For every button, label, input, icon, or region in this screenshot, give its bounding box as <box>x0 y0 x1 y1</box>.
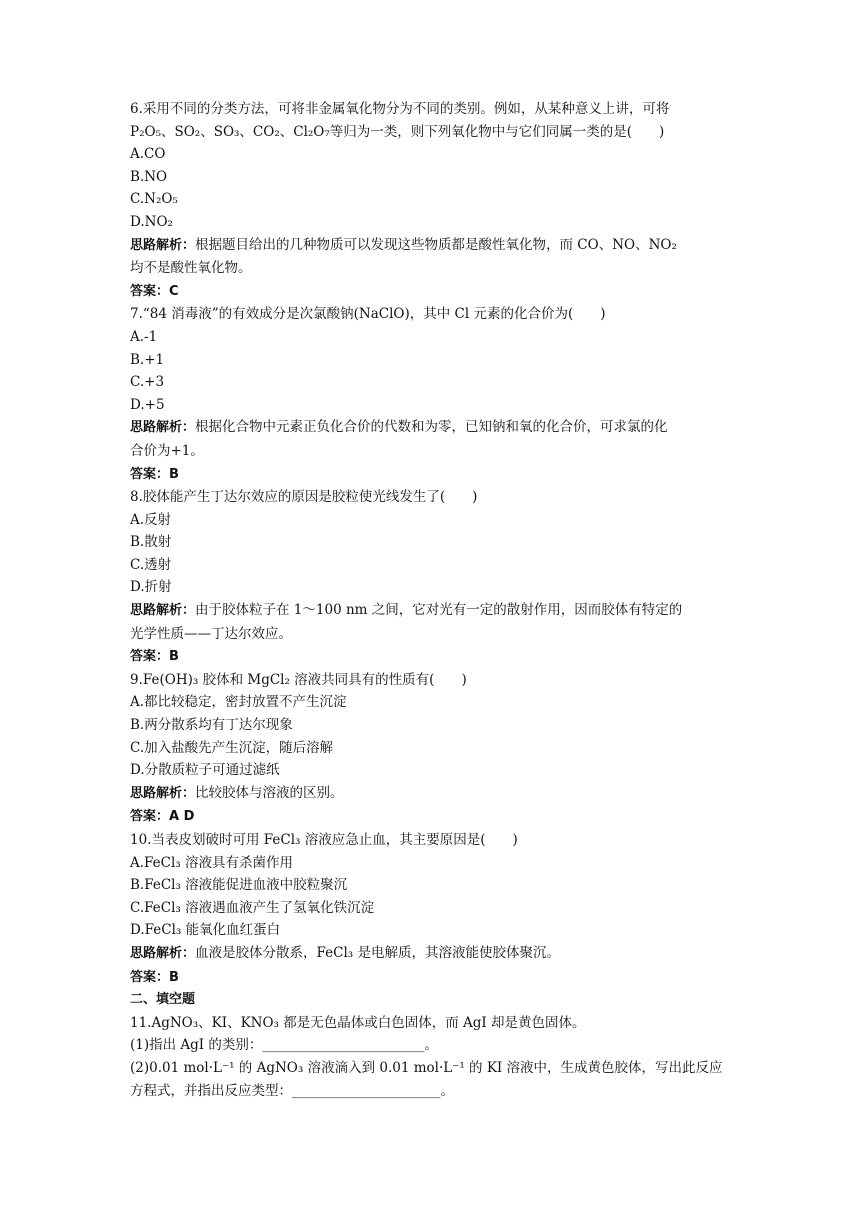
q11-stem-line1: 11.AgNO₃、KI、KNO₃ 都是无色晶体或白色固体，而 AgI 却是黄色固体。 <box>130 1014 586 1031</box>
q10-option-a: A.FeCl₃ 溶液具有杀菌作用 <box>130 854 294 871</box>
q9-option-d: D.分散质粒子可通过滤纸 <box>130 762 280 779</box>
q7-answer-label: 答案： <box>130 466 170 482</box>
q8-answer-value: B <box>169 649 179 665</box>
q8-option-a: A.反射 <box>130 511 172 528</box>
q7-option-b: B.+1 <box>130 351 165 368</box>
q7-option-d: D.+5 <box>130 396 165 413</box>
q9-answer-label: 答案： <box>130 809 170 825</box>
q8-analysis-line1 <box>130 599 735 623</box>
q7-analysis-line2: 合价为+1。 <box>130 442 204 459</box>
q6-analysis-line2: 均不是酸性氧化物。 <box>130 260 252 277</box>
q10-option-b: B.FeCl₃ 溶液能促进血液中胶粒聚沉 <box>130 877 348 894</box>
q9-answer-value: A D <box>169 809 195 825</box>
q8-analysis-text: 由于胶体粒子在 1～100 nm 之间，它对光有一定的散射作用，因而胶体有特定的 <box>195 602 683 619</box>
q10-answer <box>130 966 735 990</box>
q6-answer <box>130 280 735 304</box>
document-page <box>130 98 735 1102</box>
q6-analysis-line1 <box>130 234 735 258</box>
q6-option-b: B.NO <box>130 168 168 185</box>
q7-analysis-line1 <box>130 416 735 440</box>
q9-analysis-label: 思路解析： <box>130 785 196 801</box>
q10-answer-value: B <box>169 969 179 985</box>
q6-answer-label: 答案： <box>130 283 170 299</box>
q6-stem-line1: 6.采用不同的分类方法，可将非金属氧化物分为不同的类别。例如，从某种意义上讲，可将 <box>130 101 670 117</box>
q11-part2-line2: 方程式，并指出反应类型：______________________。 <box>130 1082 454 1099</box>
q10-analysis-text: 血液是胶体分散系，FeCl₃ 是电解质，其溶液能使胶体聚沉。 <box>195 944 560 961</box>
q6-analysis-label: 思路解析： <box>130 237 196 253</box>
q7-answer-value: B <box>169 466 179 482</box>
section-heading: 二、填空题 <box>130 992 196 1008</box>
q9-option-b: B.两分散系均有丁达尔现象 <box>130 717 293 734</box>
q9-option-c: C.加入盐酸先产生沉淀，随后溶解 <box>130 739 334 756</box>
q8-analysis-line2: 光学性质——丁达尔效应。 <box>130 625 292 642</box>
q7-stem-line1: 7.“84 消毒液”的有效成分是次氯酸钠(NaClO)，其中 Cl 元素的化合价为( ) <box>130 306 606 323</box>
q7-answer <box>130 463 735 487</box>
q9-answer <box>130 805 735 829</box>
q7-analysis-text: 根据化合物中元素正负化合价的代数和为零，已知钠和氧的化合价，可求氯的化 <box>195 419 668 436</box>
q8-answer-label: 答案： <box>130 649 170 665</box>
q6-option-c: C.N₂O₅ <box>130 191 178 208</box>
q8-analysis-label: 思路解析： <box>130 603 196 619</box>
q9-analysis-text: 比较胶体与溶液的区别。 <box>195 784 344 801</box>
q8-stem-line1: 8.胶体能产生丁达尔效应的原因是胶粒使光线发生了( ) <box>130 489 478 506</box>
q6-answer-value: C <box>169 283 179 299</box>
q9-option-a: A.都比较稳定，密封放置不产生沉淀 <box>130 694 347 711</box>
q7-analysis-label: 思路解析： <box>130 420 196 436</box>
q10-option-d: D.FeCl₃ 能氧化血红蛋白 <box>130 922 281 939</box>
q6-analysis-text: 根据题目给出的几种物质可以发现这些物质都是酸性氧化物，而 CO、NO、NO₂ <box>195 236 677 253</box>
q6-option-a: A.CO <box>130 146 166 163</box>
q7-option-a: A.-1 <box>130 328 158 345</box>
q7-option-c: C.+3 <box>130 374 165 391</box>
q6-stem-line2: P₂O₅、SO₂、SO₃、CO₂、Cl₂O₇等归为一类，则下列氧化物中与它们同属一类的是( ) <box>130 123 665 140</box>
q10-answer-label: 答案： <box>130 969 170 985</box>
q11-part1: (1)指出 AgI 的类别：________________________。 <box>130 1037 438 1054</box>
q8-option-d: D.折射 <box>130 579 172 596</box>
q8-option-c: C.透射 <box>130 556 172 573</box>
q6-option-d: D.NO₂ <box>130 213 173 230</box>
q10-stem-line1: 10.当表皮划破时可用 FeCl₃ 溶液应急止血，其主要原因是( ) <box>130 832 518 848</box>
q9-stem-line1: 9.Fe(OH)₃ 胶体和 MgCl₂ 溶液共同具有的性质有( ) <box>130 671 467 688</box>
q9-analysis-line1 <box>130 782 735 806</box>
q8-answer <box>130 645 735 669</box>
q8-option-b: B.散射 <box>130 534 172 551</box>
q11-part2-line1: (2)0.01 mol·L⁻¹ 的 AgNO₃ 溶液滴入到 0.01 mol·L⁻¹ 的 KI 溶液中，生成黄色胶体，写出此反应 <box>130 1059 723 1076</box>
q10-analysis-label: 思路解析： <box>130 945 196 961</box>
q10-option-c: C.FeCl₃ 溶液遇血液产生了氢氧化铁沉淀 <box>130 899 375 916</box>
q10-analysis-line1 <box>130 942 735 966</box>
